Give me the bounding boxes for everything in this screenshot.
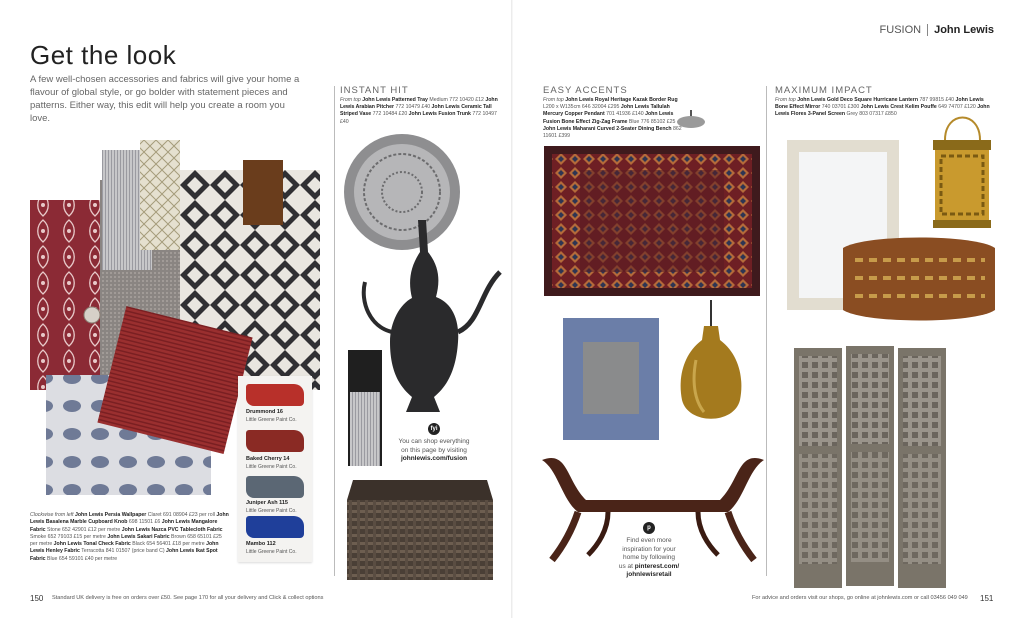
caption-item-name: John Lewis Nazca PVC Tablecloth Fabric (121, 526, 223, 533)
fyi-line: You can shop everything (398, 438, 470, 445)
header-divider (927, 24, 928, 36)
text-lead: From top (543, 97, 564, 103)
product-detail: 701 41936 £140 (606, 111, 644, 118)
instant-hit-heading: INSTANT HIT (340, 85, 409, 96)
pinterest-line: Find even more (626, 537, 672, 544)
product-name: John Lewis Crest Kelim Pouffe (860, 104, 937, 111)
pinterest-link[interactable]: pinterest.com/ (634, 562, 680, 570)
footer-delivery-text: Standard UK delivery is free on orders over £50. See page 170 for all your delivery and Click & collect options (52, 595, 324, 601)
swatch-color-baked-cherry (246, 430, 304, 452)
product-name: John Lewis Gold Deco Square Hurricane Lantern (797, 97, 918, 103)
section-label: FUSION (879, 24, 922, 36)
pinterest-line: home by following (622, 554, 676, 561)
product-detail: 772 10479 £40 (395, 104, 431, 111)
swatch-maker: Little Greene Paint Co. (246, 549, 297, 555)
page-title: Get the look (30, 40, 177, 70)
caption-item-detail: Smoke 652 79103 £15 per metre (30, 533, 106, 540)
swatch-maker: Little Greene Paint Co. (246, 464, 297, 470)
easy-accents-heading: EASY ACCENTS (543, 85, 628, 96)
caption-item-detail: Claret 691 08904 £23 per roll (147, 512, 215, 518)
text-lead: From top (775, 97, 796, 103)
caption-item-name: John Lewis Persia Wallpaper (74, 512, 147, 518)
swatch-name: Baked Cherry 14 (246, 456, 290, 462)
caption-item-detail: Stone 652 42901 £12 per metre (47, 526, 121, 533)
product-detail: 862 11601 £399 (543, 125, 682, 140)
product-name: John Lewis Fusion Trunk (408, 111, 471, 118)
paint-swatch-card (238, 376, 312, 562)
caption-item-name: John Lewis Ikat Spot Fabric (30, 548, 218, 562)
pinterest-link[interactable]: johnlewisretail (626, 571, 672, 578)
swatch-maker: Little Greene Paint Co. (246, 508, 297, 514)
caption-item-detail: Black 654 56401 £18 per metre (132, 541, 205, 548)
column-divider (334, 86, 335, 576)
pinterest-note (608, 522, 690, 580)
swatch-name: Mambo 112 (246, 541, 276, 547)
product-detail: Blue 776 85102 £25 (628, 118, 676, 125)
product-name: John Lewis Royal Heritage Kazak Border Rug (565, 97, 678, 103)
brand-name: John Lewis (934, 24, 994, 36)
caption-item-detail: Terracotta 841 01507 (price band C) (81, 548, 165, 555)
collage-caption (30, 512, 230, 563)
page-spine (511, 0, 513, 618)
swatch-name: Drummond 16 (246, 409, 283, 415)
caption-item-detail: 698 11501 £6 (128, 519, 161, 526)
swatch-maker: Little Greene Paint Co. (246, 417, 297, 423)
pinterest-prefix: us at (618, 562, 633, 570)
product-name: John Lewis Maharani Curved 2-Seater Dining Bench (543, 125, 672, 132)
intro-text: A few well-chosen accessories and fabrics will give your home a flavour of global style, or go bolder with statement pieces and patterns. Either way, this edit will help you create a room you love. (30, 74, 300, 124)
product-detail: 772 10484 £20 (372, 111, 408, 118)
product-detail: Grey 803 07317 £850 (846, 111, 897, 118)
caption-item-name: John Lewis Tonal Check Fabric (53, 541, 131, 548)
product-name: John Lewis Ceramic Tall Striped Vase (340, 104, 492, 118)
product-name: John Lewis Arabian Pitcher (340, 97, 498, 111)
text-lead: From top (340, 97, 361, 103)
caption-lead: Clockwise from left (30, 512, 74, 518)
swatch-name: Juniper Ash 115 (246, 500, 288, 506)
product-detail: 649 74707 £120 (938, 104, 976, 111)
caption-item-detail: Blue 654 59101 £40 per metre (47, 555, 118, 562)
caption-item-name: John Lewis Basalena Marble Cupboard Knob (30, 512, 229, 526)
pinterest-icon: p (643, 522, 655, 534)
product-detail: 772 10497 £40 (340, 111, 497, 125)
mirror-lantern-pouffe-image (785, 110, 1000, 340)
fyi-note (393, 423, 475, 464)
zigzag-frame-image (563, 318, 663, 442)
product-detail: Medium 772 10420 £12 (429, 97, 484, 103)
footer-contact-text: For advice and orders visit our shops, go online at johnlewis.com or call 03456 049 049 (752, 595, 968, 601)
mercury-pendant-image (676, 300, 746, 440)
caption-item-detail: Brown 658 65101 £25 per metre (30, 533, 222, 548)
flores-screen-image (790, 340, 950, 590)
caption-item-name: John Lewis Mangalore Fabric (30, 519, 218, 533)
pinterest-line (608, 563, 690, 572)
product-name: John Lewis Tallulah Mercury Copper Pendant (543, 104, 670, 118)
maximum-impact-heading: MAXIMUM IMPACT (775, 85, 873, 96)
fyi-link[interactable]: johnlewis.com/fusion (400, 455, 468, 462)
page-number-left: 150 (30, 594, 44, 603)
caption-item-name: John Lewis Sakari Fabric (107, 533, 170, 540)
product-detail: 740 03701 £300 (821, 104, 860, 111)
kazak-rug-image (540, 110, 765, 300)
product-name: John Lewis Flores 3-Panel Screen (775, 104, 990, 118)
fusion-trunk-image (345, 470, 495, 582)
product-name: John Lewis Bone Effect Mirror (775, 97, 984, 111)
instant-hit-text (340, 97, 505, 126)
product-name: John Lewis Fusion Bone Effect Zig-Zag Frame (543, 111, 674, 125)
swatch-color-juniper-ash (246, 476, 304, 498)
pinterest-line: inspiration for your (622, 545, 676, 553)
swatch-color-drummond (246, 384, 304, 406)
page-header (880, 24, 994, 36)
fyi-badge-icon: fyi (428, 423, 440, 435)
product-name: John Lewis Patterned Tray (362, 97, 428, 103)
swatch-color-mambo (246, 516, 304, 538)
page-number-right: 151 (980, 594, 994, 603)
product-detail: 787 99815 £40 (919, 97, 955, 103)
instant-hit-products-image (340, 132, 510, 472)
product-detail: L200 x W135cm 646 32004 £295 (543, 104, 620, 111)
fyi-line: on this page by visiting (401, 446, 467, 454)
caption-item-name: John Lewis Henley Fabric (30, 541, 219, 555)
